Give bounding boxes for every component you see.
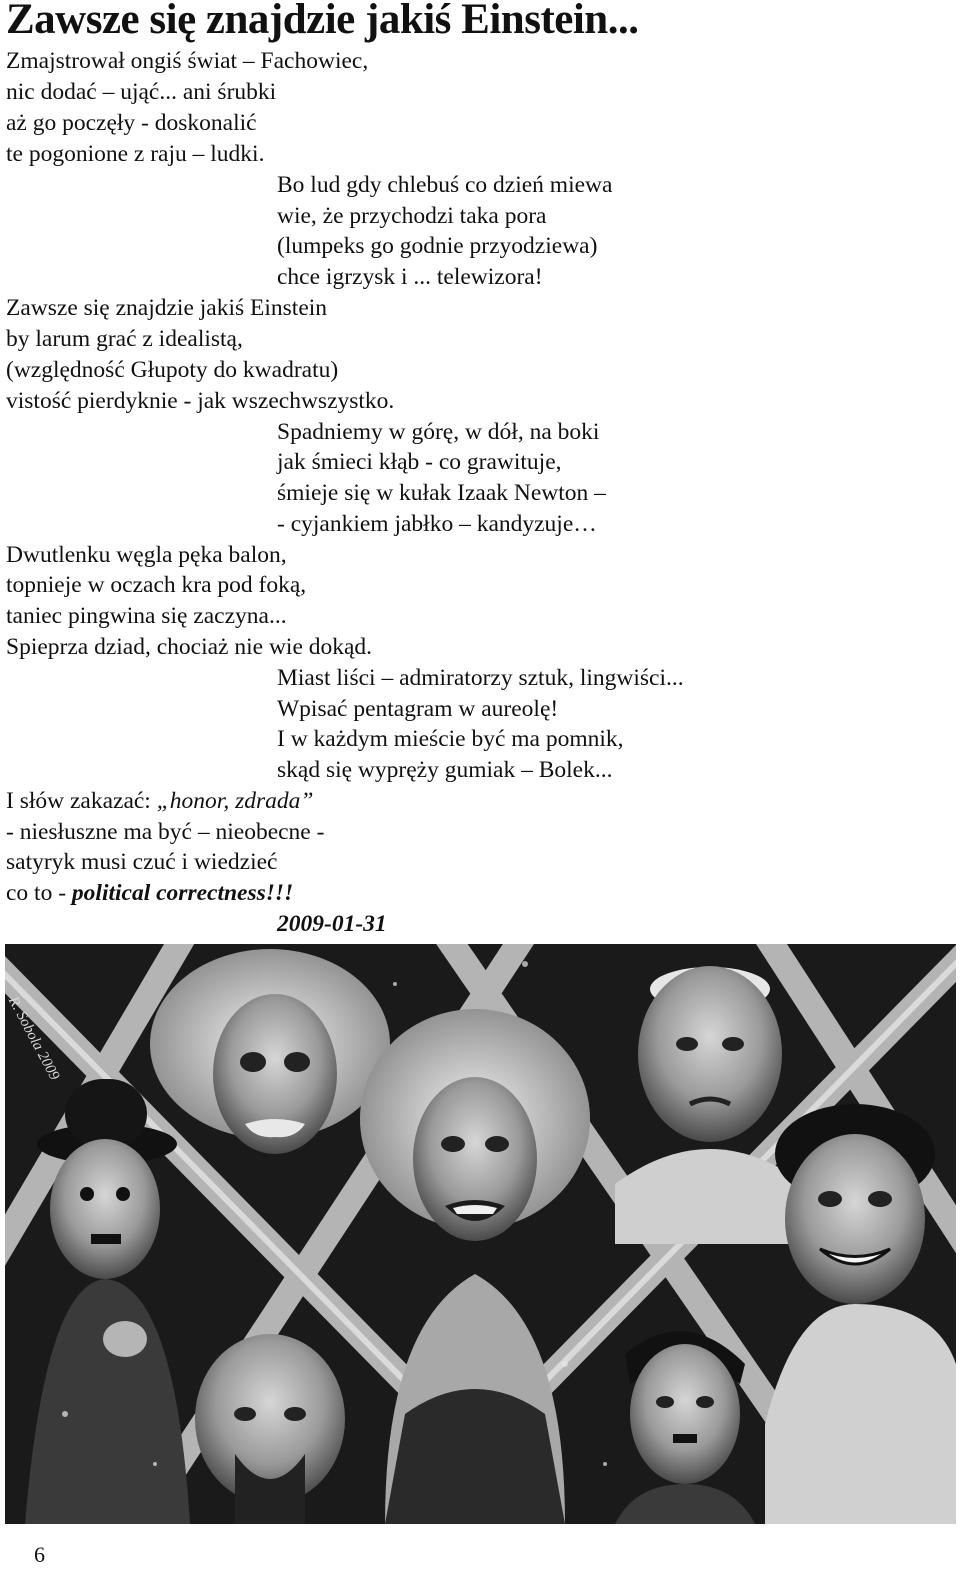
poem-line: Zmajstrował ongiś świat – Fachowiec, — [6, 48, 369, 74]
page-number: 6 — [34, 1542, 45, 1567]
poem-date: 2009-01-31 — [277, 911, 387, 937]
painting-illustration — [5, 944, 956, 1524]
poem-line: - niesłuszne ma być – nieobecne - — [6, 819, 325, 845]
poem-italic-quote: „honor, zdrada” — [156, 788, 314, 814]
poem-line: Zawsze się znajdzie jakiś Einstein — [6, 295, 328, 321]
poem-line: Dwutlenku węgla pęka balon, — [6, 542, 287, 568]
poem-line: aż go poczęły - doskonalić — [6, 110, 257, 136]
poem-line: chce igrzysk i ... telewizora! — [277, 264, 543, 290]
poem-line: topnieje w oczach kra pod foką, — [6, 572, 307, 598]
page-title: Zawsze się znajdzie jakiś Einstein... — [6, 0, 639, 43]
poem-line: taniec pingwina się zaczyna... — [6, 603, 287, 629]
poem-line — [6, 878, 293, 908]
poem-line: te pogonione z raju – ludki. — [6, 141, 265, 167]
poem-line: Wpisać pentagram w aureolę! — [277, 696, 559, 722]
artist-signature: R. Sobola 2009 — [5, 994, 63, 1083]
poem-line: (lumpeks go godnie przyodziewa) — [277, 233, 598, 259]
poem-line: Bo lud gdy chlebuś co dzień miewa — [277, 172, 613, 198]
poem-text: co to - — [6, 880, 72, 906]
poem-line: nic dodać – ująć... ani śrubki — [6, 79, 277, 105]
poem-bold-phrase: political correctness!!! — [71, 880, 294, 906]
poem-line: I w każdym mieście być ma pomnik, — [277, 726, 624, 752]
poem-line: Spadniemy w górę, w dół, na boki — [277, 419, 600, 445]
poem-line: - cyjankiem jabłko – kandyzuje… — [277, 511, 597, 537]
poem-line: jak śmieci kłąb - co grawituje, — [277, 449, 562, 475]
poem-line: satyryk musi czuć i wiedzieć — [6, 849, 278, 875]
caricature-painting — [5, 944, 956, 1524]
poem-line: wie, że przychodzi taka pora — [277, 203, 547, 229]
poem-line — [6, 786, 313, 816]
poem-line: by larum grać z idealistą, — [6, 326, 243, 352]
poem-line: Miast liści – admiratorzy sztuk, lingwiści... — [277, 665, 684, 691]
poem-line: skąd się wypręży gumiak – Bolek... — [277, 757, 613, 783]
poem-line: vistość pierdyknie - jak wszechwszystko. — [6, 388, 395, 414]
poem-line: śmieje się w kułak Izaak Newton – — [277, 480, 606, 506]
poem-line: (względność Głupoty do kwadratu) — [6, 357, 339, 383]
poem-text: I słów zakazać: — [6, 788, 157, 814]
poem-line: Spieprza dziad, chociaż nie wie dokąd. — [6, 634, 373, 660]
